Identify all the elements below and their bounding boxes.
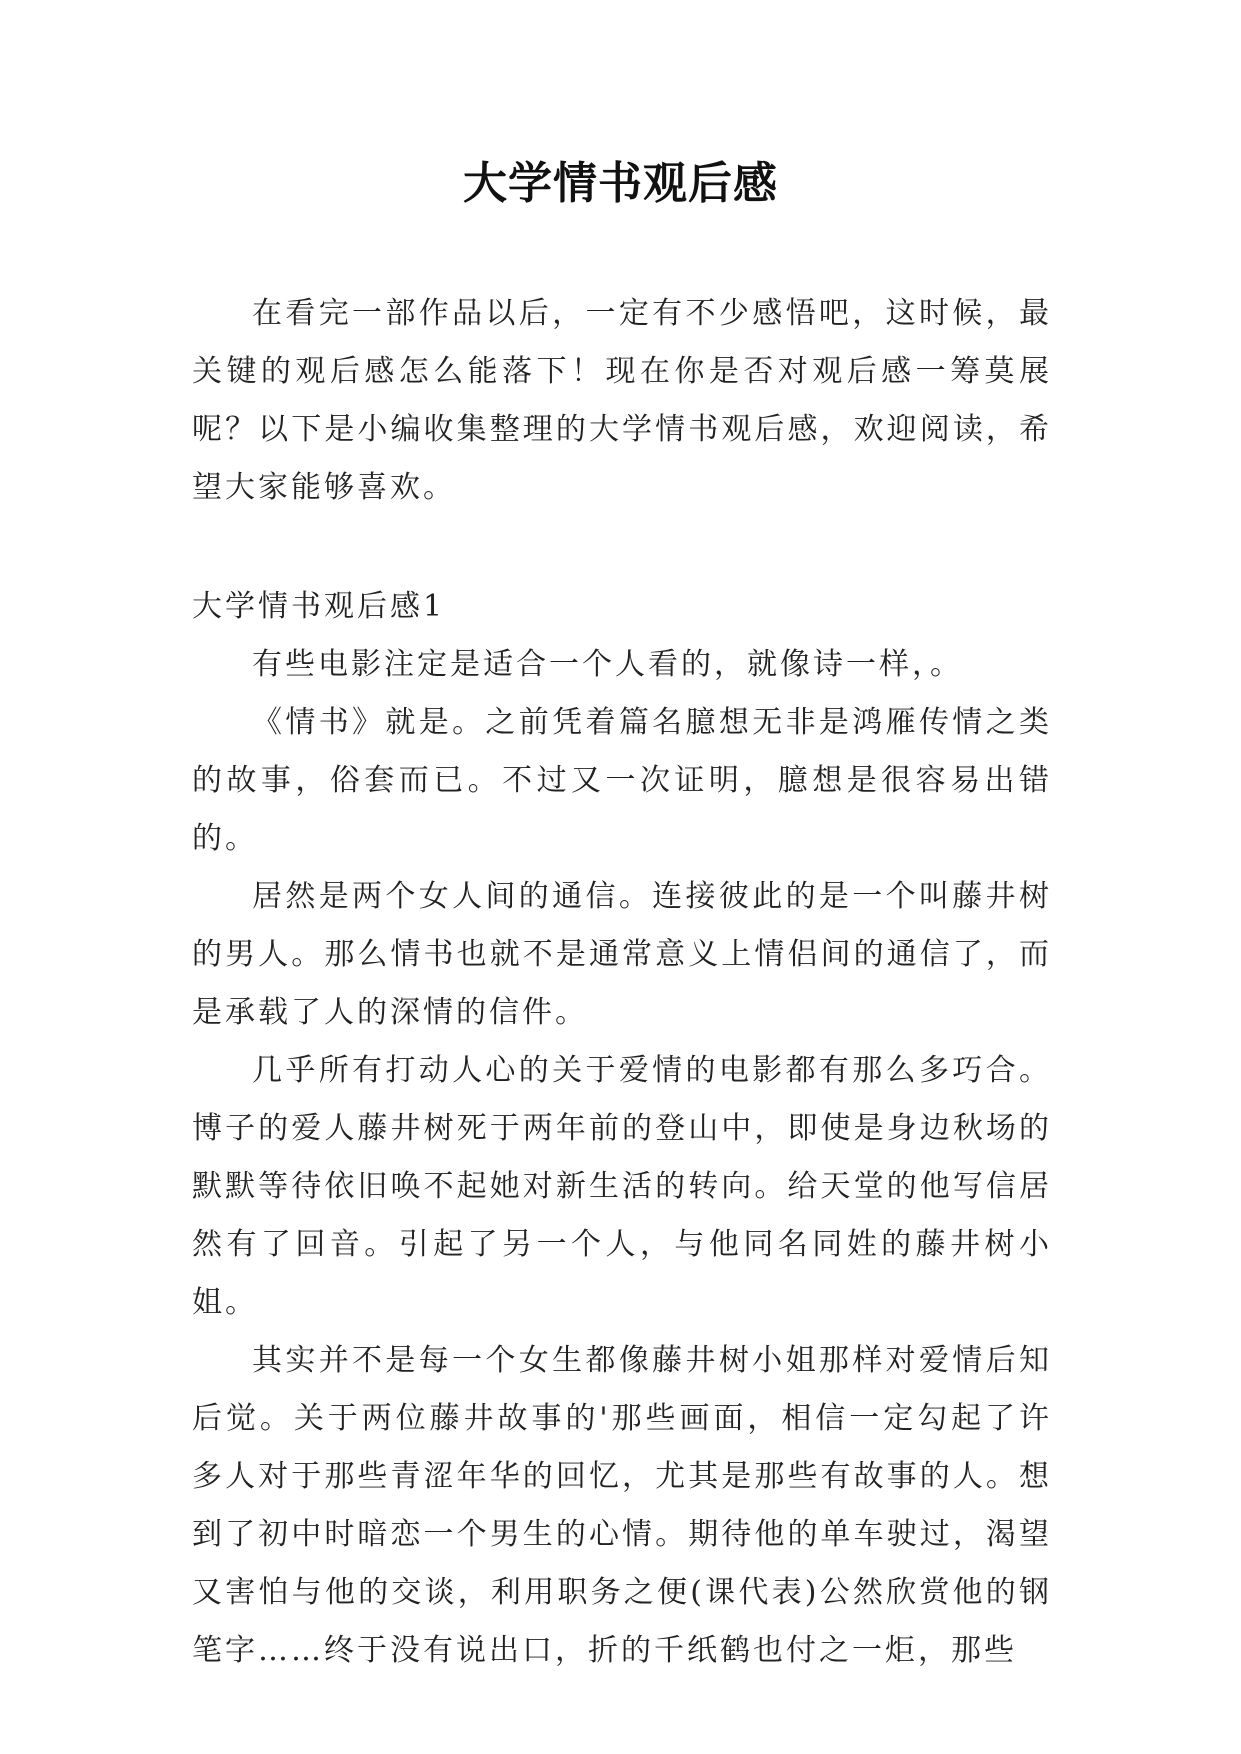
paragraph-3: 居然是两个女人间的通信。连接彼此的是一个叫藤井树的男人。那么情书也就不是通常意义上情侣间的通信了，而是承载了人的深情的信件。: [192, 879, 1052, 1030]
paragraph-2: 《情书》就是。之前凭着篇名臆想无非是鸿雁传情之类的故事，俗套而已。不过又一次证明，臆想是很容易出错的。: [192, 705, 1052, 856]
intro-block: [192, 285, 1052, 517]
intro-paragraph: 在看完一部作品以后，一定有不少感悟吧，这时候，最关键的观后感怎么能落下！现在你是否对观后感一筹莫展呢？以下是小编收集整理的大学情书观后感，欢迎阅读，希望大家能够喜欢。: [192, 296, 1052, 505]
paragraph-4: 几乎所有打动人心的关于爱情的电影都有那么多巧合。博子的爱人藤井树死于两年前的登山中，即使是身边秋场的默默等待依旧唤不起她对新生活的转向。给天堂的他写信居然有了回音。引起了另一个人，与他同名同姓的藤井树小姐。: [192, 1053, 1052, 1320]
section-heading: 大学情书观后感1: [192, 589, 446, 624]
document-title: 大学情书观后感: [463, 158, 778, 209]
section-block: [192, 578, 1052, 1680]
paragraph-1: 有些电影注定是适合一个人看的，就像诗一样，。: [252, 647, 963, 682]
paragraph-5: 其实并不是每一个女生都像藤井树小姐那样对爱情后知后觉。关于两位藤井故事的'那些画面，相信一定勾起了许多人对于那些青涩年华的回忆，尤其是那些有故事的人。想到了初中时暗恋一个男生的心情。期待他的单车驶过，渴望又害怕与他的交谈，利用职务之便(课代表)公然欣赏他的钢笔字……终于没有说出口，折的千纸鹤也付之一炬，那些: [192, 1343, 1052, 1668]
